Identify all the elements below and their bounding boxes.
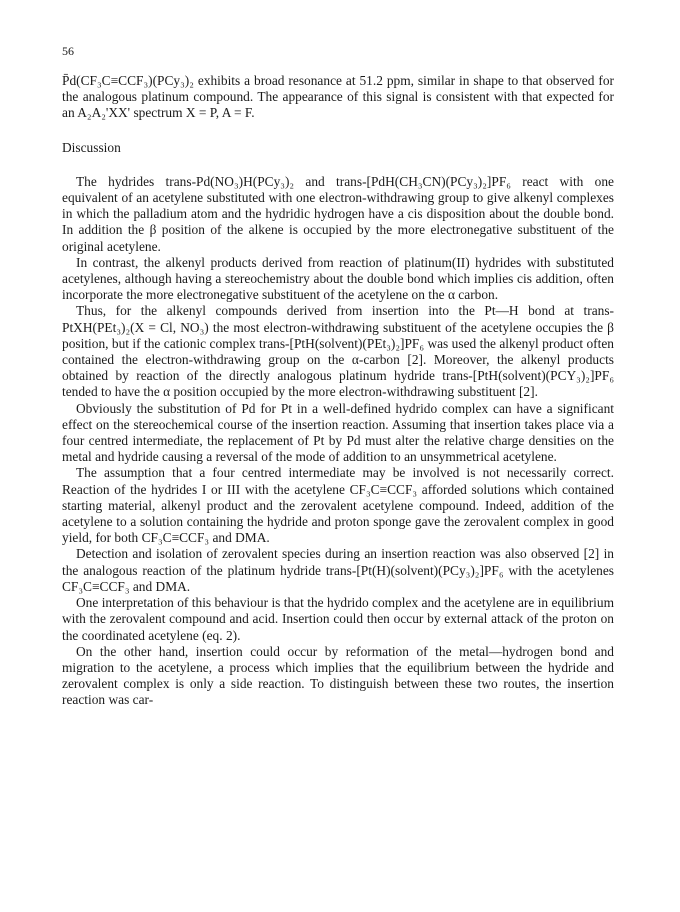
paragraph-6: Detection and isolation of zerovalent species during an insertion reaction was also observed [2] in the analogous reaction of the platinum hydride trans-[Pt(H)(solvent)(PCy₃)₂]PF₆ with the acetylenes CF₃C≡CCF₃ and DMA. xyxy=(62,546,614,594)
paragraph-8: On the other hand, insertion could occur by reformation of the metal—hydrogen bond and migration to the acetylene, a process which implies that the equilibrium between the hydride and zerovalent complex is only a side reaction. To distinguish between these two routes, the insertion reaction was car- xyxy=(62,643,614,708)
section-heading: Discussion xyxy=(62,139,121,155)
paragraph-7: One interpretation of this behaviour is that the hydrido complex and the acetylene are in equilibrium with the zerovalent compound and acid. Insertion could then occur by external attack of the proton on the coordinated acetylene (eq. 2). xyxy=(62,595,614,643)
paragraph-2: In contrast, the alkenyl products derived from reaction of platinum(II) hydrides with substituted acetylenes, although having a stereochemistry about the double bond which implies cis addition, often incorporate the more electronegative substituent of the acetylene on the α carbon. xyxy=(62,254,614,303)
paragraph-5: The assumption that a four centred intermediate may be involved is not necessarily correct. Reaction of the hydrides I or III with the acetylene CF₃C≡CCF₃ afforded solutions which contained starting material, alkenyl product and the zerovalent acetylene compound. Indeed, addition of the acetylene to a solution containing the hydride and proton sponge gave the zerovalent complex in good yield, for both CF₃C≡CCF₃ and DMA. xyxy=(62,465,614,546)
paragraph-4: Obviously the substitution of Pd for Pt in a well-defined hydrido complex can have a significant effect on the stereochemical course of the insertion reaction. Assuming that insertion takes place via a four centred intermediate, the replacement of Pt by Pd must alter the relative charge densities on the metal and hydride causing a reversal of the mode of addition to an unsymmetrical acetylene. xyxy=(62,400,614,465)
body-text xyxy=(62,73,614,709)
page-number: 56 xyxy=(62,44,74,58)
paragraph-3: Thus, for the alkenyl compounds derived from insertion into the Pt—H bond at trans-PtXH(PEt₃)₂(X = Cl, NO₃) the most electron-withdrawing substituent of the acetylene occupies the β position, but if the cationic complex trans-[PtH(solvent)(PEt₃)₂]PF₆ was used the alkenyl product often contained the electron-withdrawing group on the α-carbon [2]. Moreover, the alkenyl products obtained by reaction of the directly analogous platinum hydride trans-[PtH(solvent)(PCY₃)₂]PF₆ tended to have the α position occupied by the more electron-withdrawing substituent [2]. xyxy=(62,303,614,400)
intro-paragraph: P̄d(CF₃C≡CCF₃)(PCy₃)₂ exhibits a broad resonance at 51.2 ppm, similar in shape to that observed for the analogous platinum compound. The appearance of this signal is consistent with that expected for an A₂A₂'XX' spectrum X = P, A = F. xyxy=(62,73,614,121)
paragraph-1: The hydrides trans-Pd(NO₃)H(PCy₃)₂ and trans-[PdH(CH₃CN)(PCy₃)₂]PF₆ react with one equivalent of an acetylene substituted with one electron-withdrawing group to give alkenyl complexes in which the palladium atom and the hydridic hydrogen have a cis disposition about the double bond. In addition the β position of the alkene is occupied by the more electronegative substituent of the original acetylene. xyxy=(62,173,614,254)
